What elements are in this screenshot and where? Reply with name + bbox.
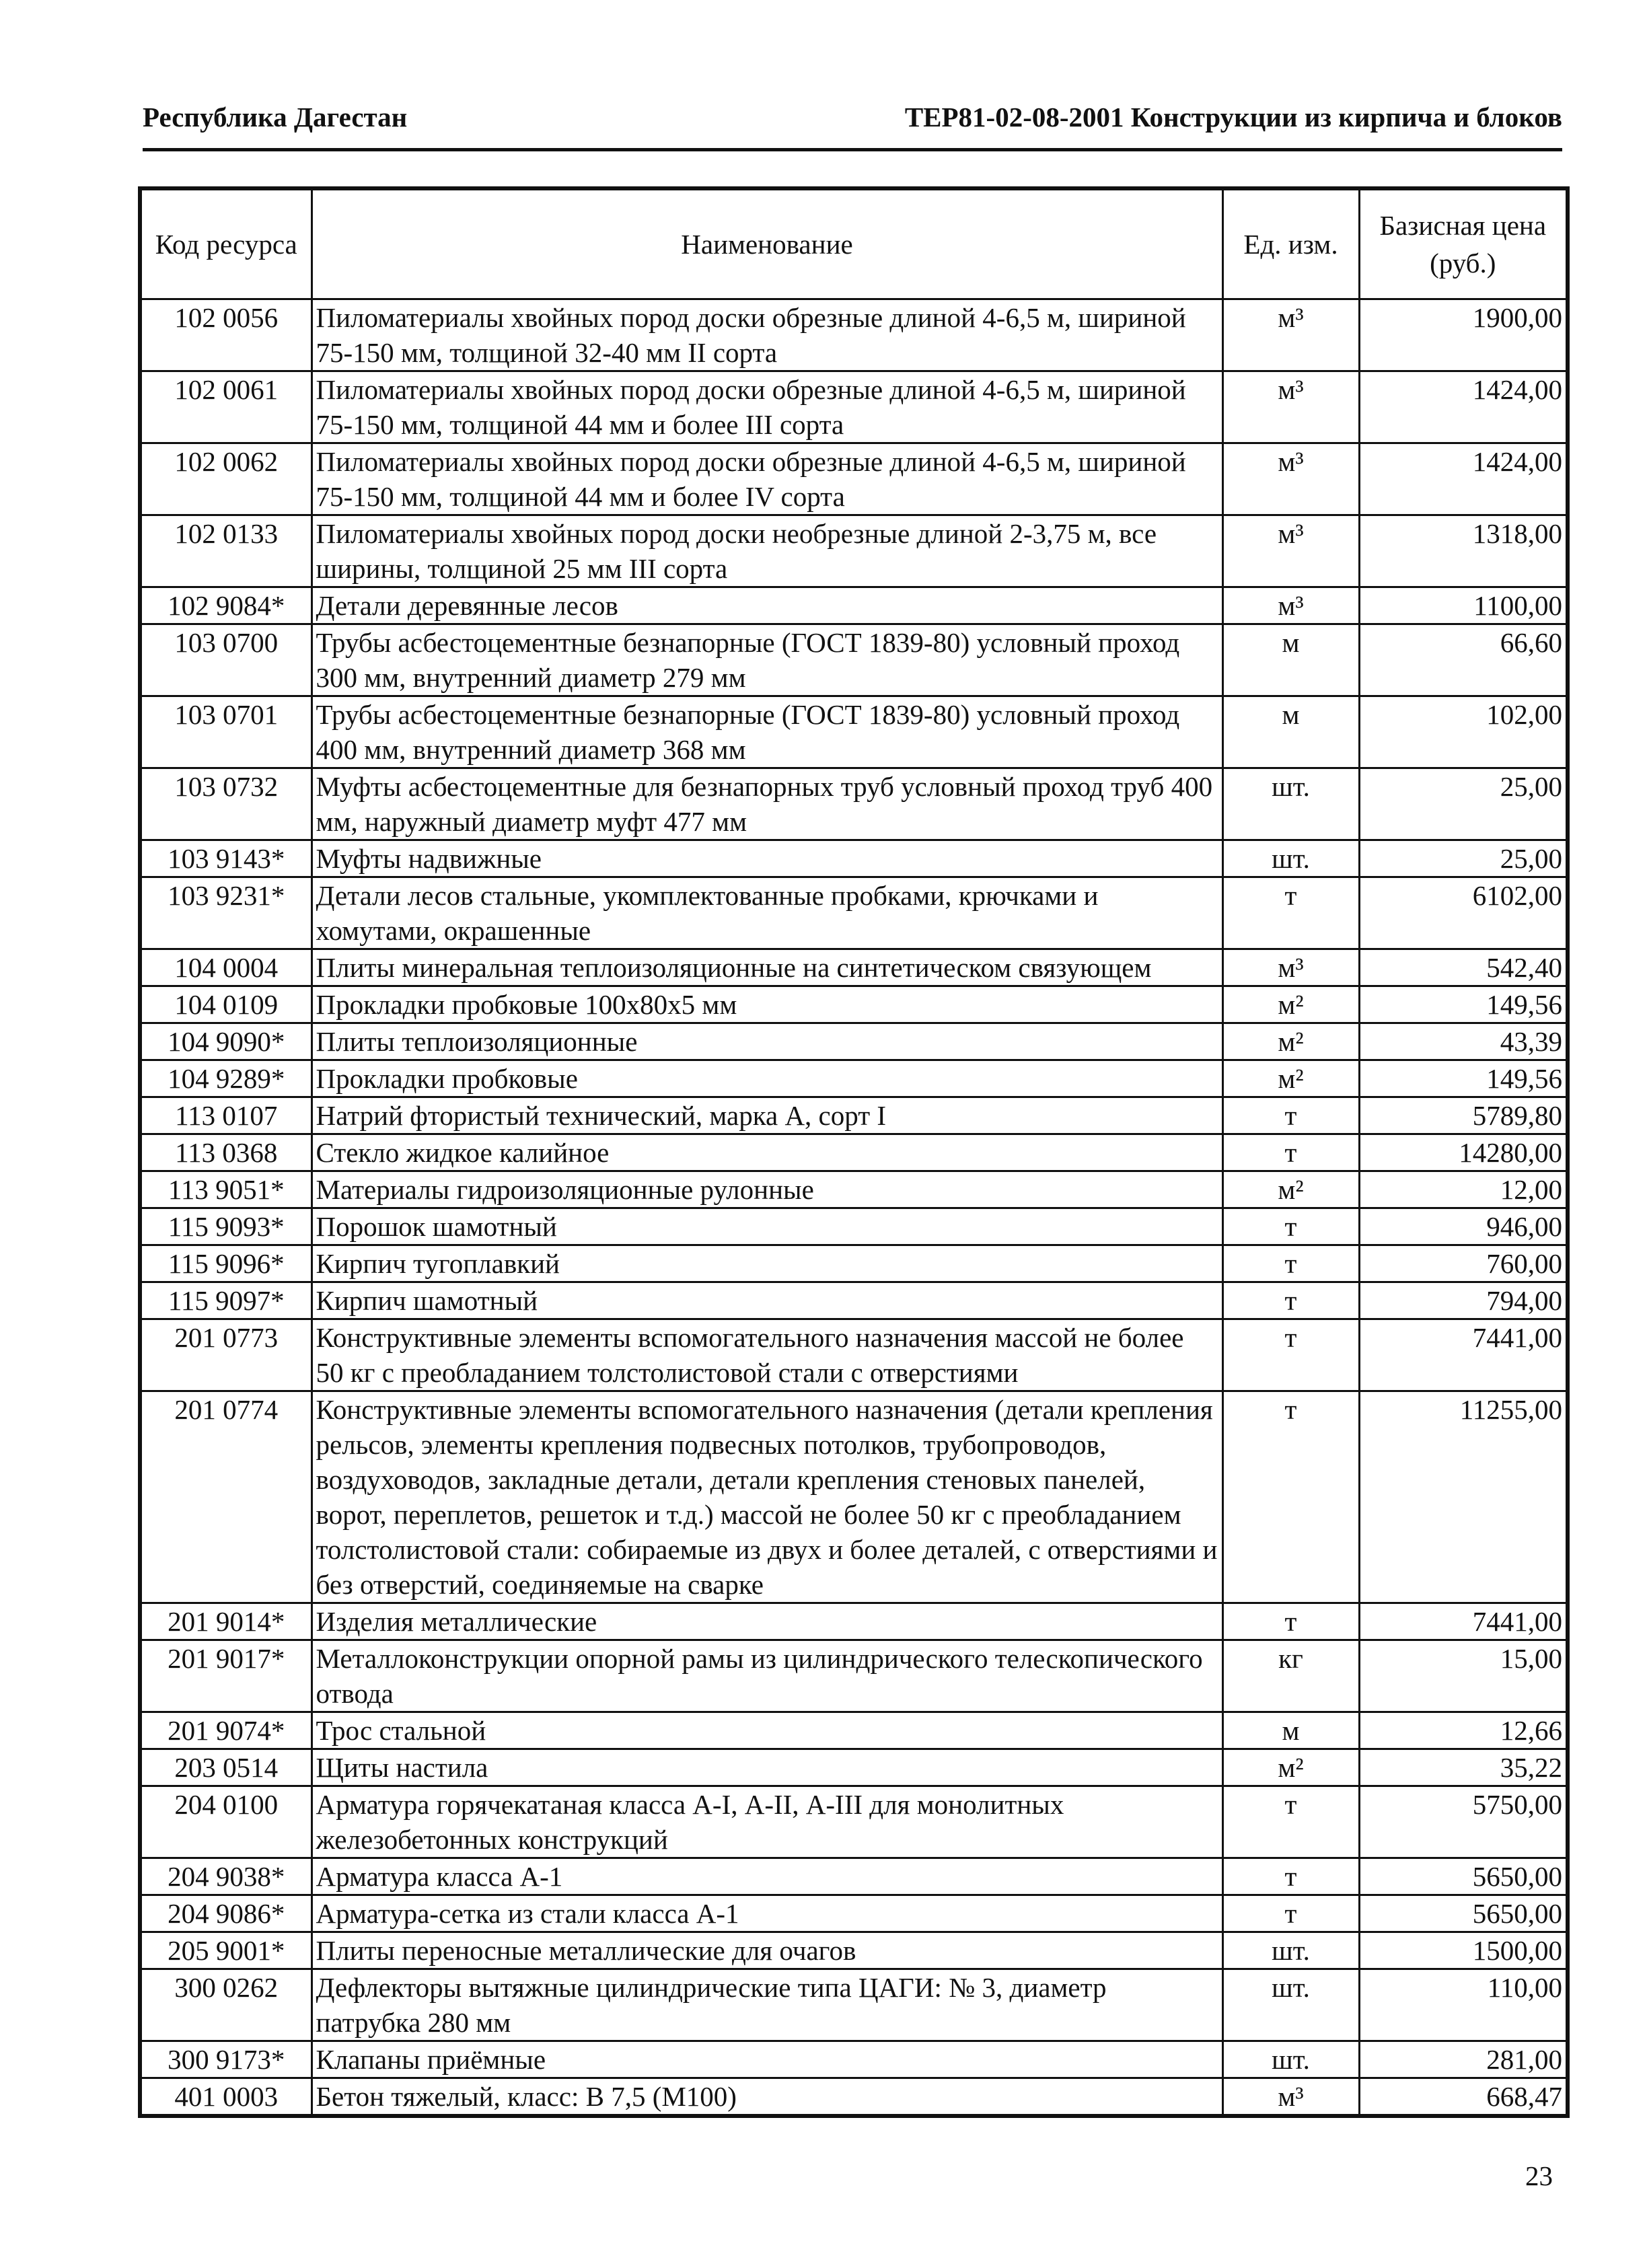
table-row: [140, 371, 1568, 443]
cell-name: Порошок шамотный: [312, 1208, 1222, 1245]
table-row: [140, 2078, 1568, 2117]
cell-price: 760,00: [1359, 1245, 1568, 1282]
cell-unit: м²: [1222, 1023, 1359, 1060]
cell-code: 204 0100: [140, 1786, 312, 1858]
page-number: 23: [1525, 2160, 1553, 2191]
cell-code: 201 9017*: [140, 1640, 312, 1712]
cell-name: Арматура-сетка из стали класса А-1: [312, 1895, 1222, 1932]
cell-price: 25,00: [1359, 768, 1568, 840]
cell-name: Прокладки пробковые: [312, 1060, 1222, 1097]
table-row: [140, 443, 1568, 515]
cell-name: Металлоконструкции опорной рамы из цилиндрического телескопического отвода: [312, 1640, 1222, 1712]
cell-code: 401 0003: [140, 2078, 312, 2117]
cell-name: Детали деревянные лесов: [312, 587, 1222, 624]
cell-price: 11255,00: [1359, 1391, 1568, 1603]
cell-price: 946,00: [1359, 1208, 1568, 1245]
column-header-price: Базисная цена (руб.): [1359, 188, 1568, 299]
cell-name: Муфты асбестоцементные для безнапорных труб условный проход труб 400 мм, наружный диаметр муфт 477 мм: [312, 768, 1222, 840]
cell-price: 281,00: [1359, 2041, 1568, 2078]
table-row: [140, 1171, 1568, 1208]
cell-unit: шт.: [1222, 1932, 1359, 1969]
page-header: [143, 101, 1562, 151]
cell-name: Изделия металлические: [312, 1603, 1222, 1640]
resource-price-table: [138, 186, 1570, 2118]
cell-name: Пиломатериалы хвойных пород доски обрезные длиной 4-6,5 м, шириной 75-150 мм, толщиной 44 мм и более III сорта: [312, 371, 1222, 443]
table-row: [140, 986, 1568, 1023]
cell-name: Конструктивные элементы вспомогательного назначения массой не более 50 кг с преобладанием толстолистовой стали с отверстиями: [312, 1319, 1222, 1391]
cell-unit: шт.: [1222, 768, 1359, 840]
cell-unit: м³: [1222, 443, 1359, 515]
cell-code: 103 9231*: [140, 877, 312, 949]
cell-unit: м²: [1222, 1749, 1359, 1786]
cell-price: 542,40: [1359, 949, 1568, 986]
cell-price: 35,22: [1359, 1749, 1568, 1786]
column-header-unit: Ед. изм.: [1222, 188, 1359, 299]
cell-name: Конструктивные элементы вспомогательного назначения (детали крепления рельсов, элементы крепления подвесных потолков, трубопроводов, воздуховодов, закладные детали, детали крепления стеновых панелей, ворот, переплетов, решеток и т.д.) массой не более 50 кг с преобладанием толстолистовой стали: собираемые из двух и более деталей, с отверстиями и без отверстий, соединяемые на сварке: [312, 1391, 1222, 1603]
table-row: [140, 1245, 1568, 1282]
cell-unit: т: [1222, 1786, 1359, 1858]
cell-code: 201 9014*: [140, 1603, 312, 1640]
cell-unit: т: [1222, 1208, 1359, 1245]
cell-price: 14280,00: [1359, 1134, 1568, 1171]
table-row: [140, 1391, 1568, 1603]
cell-code: 103 0732: [140, 768, 312, 840]
cell-code: 113 0368: [140, 1134, 312, 1171]
header-document-title: ТЕР81-02-08-2001 Конструкции из кирпича и блоков: [904, 102, 1562, 133]
cell-unit: м³: [1222, 515, 1359, 587]
cell-name: Бетон тяжелый, класс: В 7,5 (М100): [312, 2078, 1222, 2117]
cell-code: 201 0774: [140, 1391, 312, 1603]
cell-unit: м²: [1222, 1171, 1359, 1208]
cell-unit: м: [1222, 624, 1359, 696]
table-body: [140, 299, 1568, 2117]
cell-unit: м³: [1222, 587, 1359, 624]
cell-name: Стекло жидкое калийное: [312, 1134, 1222, 1171]
cell-price: 1424,00: [1359, 371, 1568, 443]
cell-unit: кг: [1222, 1640, 1359, 1712]
cell-code: 203 0514: [140, 1749, 312, 1786]
cell-price: 12,66: [1359, 1712, 1568, 1749]
cell-unit: т: [1222, 1245, 1359, 1282]
cell-name: Материалы гидроизоляционные рулонные: [312, 1171, 1222, 1208]
cell-unit: т: [1222, 877, 1359, 949]
cell-name: Дефлекторы вытяжные цилиндрические типа ЦАГИ: № 3, диаметр патрубка 280 мм: [312, 1969, 1222, 2041]
cell-unit: шт.: [1222, 2041, 1359, 2078]
cell-price: 1900,00: [1359, 299, 1568, 371]
table-row: [140, 1282, 1568, 1319]
table-row: [140, 1640, 1568, 1712]
cell-code: 113 9051*: [140, 1171, 312, 1208]
cell-price: 102,00: [1359, 696, 1568, 768]
cell-name: Арматура класса А-1: [312, 1858, 1222, 1895]
cell-name: Детали лесов стальные, укомплектованные пробками, крючками и хомутами, окрашенные: [312, 877, 1222, 949]
cell-code: 103 0700: [140, 624, 312, 696]
cell-price: 66,60: [1359, 624, 1568, 696]
cell-name: Плиты переносные металлические для очагов: [312, 1932, 1222, 1969]
cell-name: Щиты настила: [312, 1749, 1222, 1786]
table-row: [140, 768, 1568, 840]
cell-unit: т: [1222, 1603, 1359, 1640]
cell-price: 110,00: [1359, 1969, 1568, 2041]
cell-name: Трос стальной: [312, 1712, 1222, 1749]
cell-code: 205 9001*: [140, 1932, 312, 1969]
cell-unit: м³: [1222, 371, 1359, 443]
cell-code: 102 0133: [140, 515, 312, 587]
cell-name: Кирпич шамотный: [312, 1282, 1222, 1319]
table-row: [140, 877, 1568, 949]
cell-code: 104 0109: [140, 986, 312, 1023]
cell-code: 204 9086*: [140, 1895, 312, 1932]
cell-price: 5650,00: [1359, 1858, 1568, 1895]
cell-code: 300 9173*: [140, 2041, 312, 2078]
table-header-row: [140, 188, 1568, 299]
cell-code: 102 9084*: [140, 587, 312, 624]
cell-unit: м³: [1222, 299, 1359, 371]
cell-name: Прокладки пробковые 100х80х5 мм: [312, 986, 1222, 1023]
cell-code: 104 9090*: [140, 1023, 312, 1060]
cell-name: Кирпич тугоплавкий: [312, 1245, 1222, 1282]
cell-unit: т: [1222, 1391, 1359, 1603]
cell-unit: т: [1222, 1319, 1359, 1391]
cell-name: Трубы асбестоцементные безнапорные (ГОСТ 1839-80) условный проход 400 мм, внутренний диаметр 368 мм: [312, 696, 1222, 768]
table-row: [140, 1060, 1568, 1097]
cell-code: 204 9038*: [140, 1858, 312, 1895]
cell-price: 5789,80: [1359, 1097, 1568, 1134]
table-row: [140, 1603, 1568, 1640]
table-row: [140, 1097, 1568, 1134]
header-region: Республика Дагестан: [143, 102, 408, 133]
table-row: [140, 840, 1568, 877]
cell-price: 1424,00: [1359, 443, 1568, 515]
cell-name: Пиломатериалы хвойных пород доски обрезные длиной 4-6,5 м, шириной 75-150 мм, толщиной 32-40 мм II сорта: [312, 299, 1222, 371]
cell-code: 102 0061: [140, 371, 312, 443]
cell-code: 104 0004: [140, 949, 312, 986]
cell-code: 104 9289*: [140, 1060, 312, 1097]
cell-code: 201 0773: [140, 1319, 312, 1391]
table-row: [140, 696, 1568, 768]
cell-unit: м: [1222, 696, 1359, 768]
cell-price: 668,47: [1359, 2078, 1568, 2117]
cell-unit: м³: [1222, 949, 1359, 986]
table-row: [140, 1749, 1568, 1786]
table-row: [140, 515, 1568, 587]
cell-price: 25,00: [1359, 840, 1568, 877]
cell-price: 149,56: [1359, 986, 1568, 1023]
cell-name: Плиты минеральная теплоизоляционные на синтетическом связующем: [312, 949, 1222, 986]
cell-price: 5750,00: [1359, 1786, 1568, 1858]
cell-code: 201 9074*: [140, 1712, 312, 1749]
cell-price: 12,00: [1359, 1171, 1568, 1208]
cell-unit: м: [1222, 1712, 1359, 1749]
cell-code: 115 9097*: [140, 1282, 312, 1319]
cell-code: 102 0056: [140, 299, 312, 371]
table-row: [140, 1932, 1568, 1969]
cell-name: Трубы асбестоцементные безнапорные (ГОСТ 1839-80) условный проход 300 мм, внутренний диаметр 279 мм: [312, 624, 1222, 696]
table-row: [140, 587, 1568, 624]
cell-unit: шт.: [1222, 840, 1359, 877]
cell-unit: т: [1222, 1282, 1359, 1319]
cell-name: Муфты надвижные: [312, 840, 1222, 877]
cell-unit: т: [1222, 1134, 1359, 1171]
table-row: [140, 2041, 1568, 2078]
cell-price: 7441,00: [1359, 1319, 1568, 1391]
cell-unit: м³: [1222, 2078, 1359, 2117]
table-row: [140, 1969, 1568, 2041]
cell-unit: т: [1222, 1895, 1359, 1932]
cell-price: 7441,00: [1359, 1603, 1568, 1640]
table-row: [140, 1786, 1568, 1858]
cell-code: 300 0262: [140, 1969, 312, 2041]
cell-unit: т: [1222, 1858, 1359, 1895]
cell-code: 102 0062: [140, 443, 312, 515]
cell-price: 5650,00: [1359, 1895, 1568, 1932]
table-row: [140, 1134, 1568, 1171]
table-row: [140, 624, 1568, 696]
cell-code: 115 9093*: [140, 1208, 312, 1245]
cell-name: Плиты теплоизоляционные: [312, 1023, 1222, 1060]
table-row: [140, 1712, 1568, 1749]
cell-code: 103 9143*: [140, 840, 312, 877]
cell-price: 6102,00: [1359, 877, 1568, 949]
cell-unit: шт.: [1222, 1969, 1359, 2041]
cell-price: 43,39: [1359, 1023, 1568, 1060]
cell-price: 15,00: [1359, 1640, 1568, 1712]
cell-code: 103 0701: [140, 696, 312, 768]
cell-price: 1100,00: [1359, 587, 1568, 624]
cell-price: 1500,00: [1359, 1932, 1568, 1969]
column-header-name: Наименование: [312, 188, 1222, 299]
cell-unit: т: [1222, 1097, 1359, 1134]
cell-name: Пиломатериалы хвойных пород доски необрезные длиной 2-3,75 м, все ширины, толщиной 25 мм III сорта: [312, 515, 1222, 587]
cell-price: 1318,00: [1359, 515, 1568, 587]
table-row: [140, 1319, 1568, 1391]
cell-code: 115 9096*: [140, 1245, 312, 1282]
cell-name: Натрий фтористый технический, марка А, сорт I: [312, 1097, 1222, 1134]
cell-name: Клапаны приёмные: [312, 2041, 1222, 2078]
cell-unit: м²: [1222, 986, 1359, 1023]
cell-name: Арматура горячекатаная класса А-I, А-II, А-III для монолитных железобетонных конструкций: [312, 1786, 1222, 1858]
cell-name: Пиломатериалы хвойных пород доски обрезные длиной 4-6,5 м, шириной 75-150 мм, толщиной 44 мм и более IV сорта: [312, 443, 1222, 515]
table-row: [140, 299, 1568, 371]
cell-price: 794,00: [1359, 1282, 1568, 1319]
table-row: [140, 1895, 1568, 1932]
cell-price: 149,56: [1359, 1060, 1568, 1097]
table-row: [140, 1208, 1568, 1245]
cell-code: 113 0107: [140, 1097, 312, 1134]
table-row: [140, 1023, 1568, 1060]
table-row: [140, 1858, 1568, 1895]
table-row: [140, 949, 1568, 986]
cell-unit: м²: [1222, 1060, 1359, 1097]
column-header-code: Код ресурса: [140, 188, 312, 299]
